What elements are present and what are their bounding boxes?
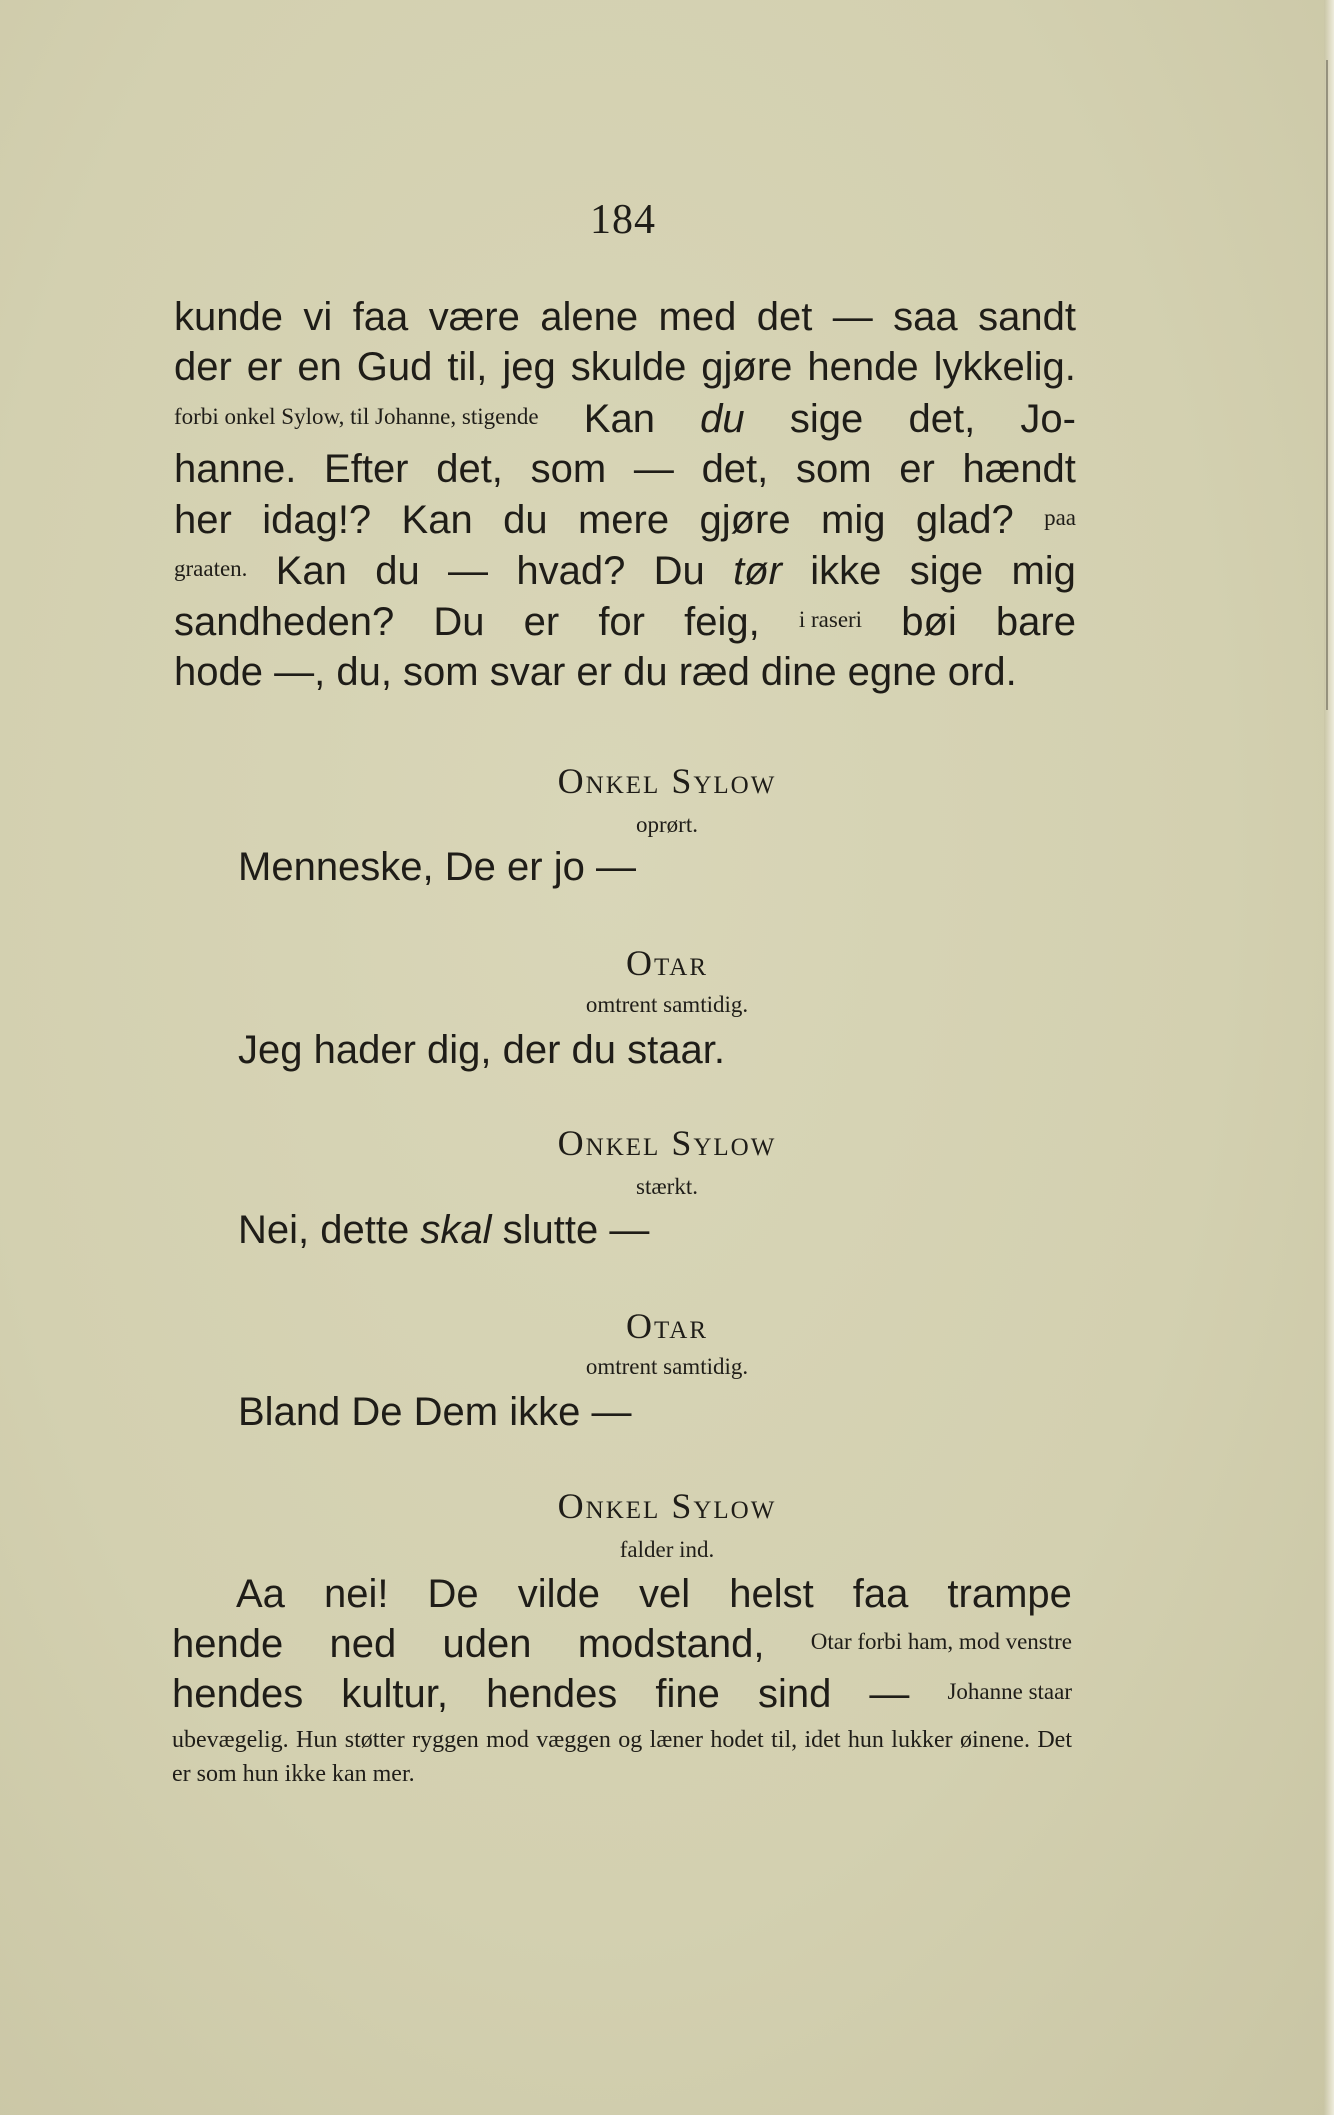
word: modstand,: [577, 1622, 765, 1666]
word: Gud: [356, 345, 433, 389]
stage-direction-block: ubevægelig. Hun støtter ryggen mod væggen og læner hodet til, idet hun lukker øinene. Det er som hun ikke kan mer.: [172, 1727, 1072, 1787]
word: der: [174, 345, 232, 389]
page-edge-shadow: [1326, 60, 1328, 710]
word: trampe: [947, 1572, 1072, 1616]
word: bare: [995, 600, 1076, 644]
word: hendes: [486, 1672, 618, 1716]
text-line: [236, 1569, 1072, 1619]
word: vel: [639, 1572, 691, 1616]
word: faa: [852, 1572, 909, 1616]
word: skulde: [570, 345, 687, 389]
word: er: [899, 447, 935, 491]
word: du: [375, 549, 420, 593]
word: det,: [701, 447, 769, 491]
word: —: [869, 1672, 910, 1716]
word: en: [297, 345, 342, 389]
word: med: [658, 295, 737, 339]
word: kunde: [174, 295, 283, 339]
text-line-2: [174, 342, 1076, 392]
word: Kan: [401, 498, 473, 542]
word: alene: [540, 295, 639, 339]
word: hende: [172, 1622, 284, 1666]
stage-direction: paa: [1044, 505, 1076, 530]
word: du: [503, 498, 548, 542]
text-line-6: graaten. Kan du — hvad? Du tør ikke sige mig: [174, 546, 1076, 596]
stage-direction: stærkt.: [636, 1174, 698, 1199]
word: —: [832, 295, 873, 339]
word: helst: [729, 1572, 814, 1616]
text-line-5: [174, 495, 1076, 545]
word: det,: [436, 447, 503, 491]
speaker-name: Otar: [626, 1306, 708, 1346]
word: her: [174, 498, 232, 542]
word: nei!: [323, 1572, 389, 1616]
word: vi: [303, 295, 333, 339]
text-line: [172, 1619, 1072, 1669]
word: sandheden?: [174, 600, 395, 644]
word: Du: [653, 549, 705, 593]
word: være: [428, 295, 520, 339]
word: idag!?: [262, 498, 372, 542]
page-number: 184: [590, 197, 656, 243]
stage-direction: falder ind.: [619, 1537, 715, 1562]
stage-direction: oprørt.: [636, 812, 698, 837]
stage-direction: omtrent samtidig.: [585, 992, 749, 1017]
text-line-7: [174, 597, 1076, 647]
speaker-name: Onkel Sylow: [557, 1123, 777, 1163]
speaker-name: Otar: [626, 943, 708, 983]
word: mere: [577, 498, 670, 542]
word: Kan: [275, 549, 347, 593]
speech-line: Bland De Dem ikke —: [238, 1390, 632, 1434]
stage-direction: Johanne staar: [947, 1679, 1072, 1704]
word: Aa: [236, 1572, 285, 1616]
word: Efter: [324, 447, 409, 491]
text-line-4: [174, 444, 1076, 494]
word: kultur,: [341, 1672, 449, 1716]
word: fine: [655, 1672, 720, 1716]
word: er: [246, 345, 283, 389]
word: for: [598, 600, 645, 644]
word: gjøre: [701, 345, 793, 389]
word: saa: [893, 295, 958, 339]
word: jeg: [502, 345, 556, 389]
speaker-name: Onkel Sylow: [557, 761, 777, 801]
word: hvad?: [516, 549, 626, 593]
word: glad?: [915, 498, 1014, 542]
speech-line: Jeg hader dig, der du staar.: [238, 1028, 725, 1072]
word: hanne.: [174, 447, 297, 491]
word: gjøre: [699, 498, 791, 542]
stage-direction: Otar forbi ham, mod venstre: [810, 1629, 1072, 1654]
word: vilde: [517, 1572, 600, 1616]
word: De: [427, 1572, 479, 1616]
stage-direction: i raseri: [798, 607, 863, 632]
text-line: [172, 1669, 1072, 1719]
word: lykkelig.: [933, 345, 1076, 389]
word: mig: [1011, 549, 1076, 593]
word: sige: [909, 549, 984, 593]
word: bøi: [901, 600, 957, 644]
speech-line: Menneske, De er jo —: [238, 845, 636, 889]
word: er: [523, 600, 560, 644]
word: det: [756, 295, 813, 339]
text-line-8: hode —, du, som svar er du ræd dine egne ord.: [174, 650, 1017, 694]
word: hændt: [962, 447, 1076, 491]
word: —: [448, 549, 489, 593]
speaker-name: Onkel Sylow: [557, 1486, 777, 1526]
word: som: [530, 447, 607, 491]
word: til,: [447, 345, 488, 389]
stage-direction: forbi onkel Sylow, til Johanne, stigende: [174, 404, 539, 429]
text-line-3: forbi onkel Sylow, til Johanne, stigende Kan du sige det, Jo-: [174, 394, 1076, 444]
word: hende: [807, 345, 919, 389]
word: sind: [757, 1672, 832, 1716]
word: —: [633, 447, 674, 491]
word: uden: [442, 1622, 532, 1666]
word: ikke: [810, 549, 882, 593]
word: faa: [352, 295, 409, 339]
word: ned: [329, 1622, 397, 1666]
stage-direction: omtrent samtidig.: [585, 1354, 749, 1379]
word: hendes: [172, 1672, 304, 1716]
word: sandt: [978, 295, 1076, 339]
stage-direction: graaten.: [174, 556, 248, 581]
speech-line: Nei, dette skal slutte —: [238, 1208, 650, 1252]
word: mig: [821, 498, 886, 542]
text-line-1: [174, 292, 1076, 342]
word: feig,: [684, 600, 760, 644]
word: Du: [433, 600, 485, 644]
word: som: [795, 447, 872, 491]
